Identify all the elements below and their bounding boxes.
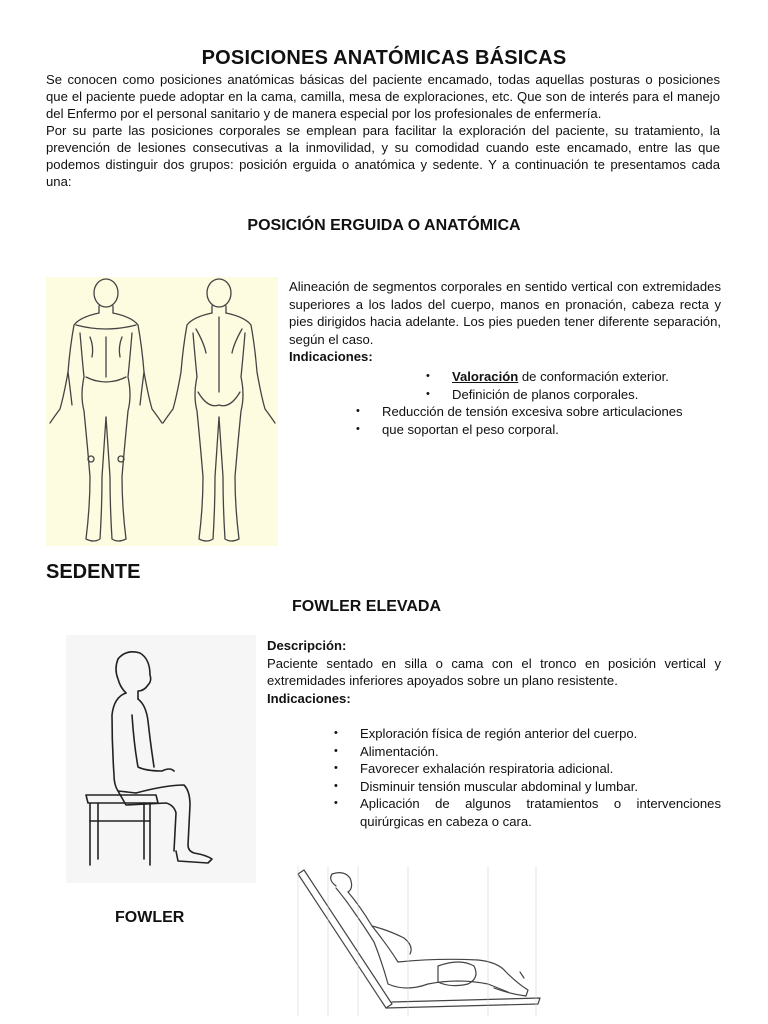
intro-text xyxy=(46,71,720,190)
anatomical-figures-drawing xyxy=(46,277,278,546)
erguida-indicaciones-list-a xyxy=(426,368,722,403)
list-item xyxy=(426,386,722,404)
bullet-icon: • xyxy=(334,744,338,757)
reclining-figure-drawing xyxy=(288,866,548,1016)
intro-paragraph-1: Se conocen como posiciones anatómicas básicas del paciente encamado, todas aquellas posturas o posiciones que el paciente puede adoptar en la cama, camilla, mesa de exploraciones, etc. Que son de interés para el manejo del Enfermo por el personal sanitario y de manera especial por los profesionales de enfermería. xyxy=(46,72,720,121)
list-item-text: Disminuir tensión muscular abdominal y lumbar. xyxy=(360,778,638,794)
list-item-text: Exploración física de región anterior del cuerpo. xyxy=(360,726,638,741)
bullet-icon: • xyxy=(426,370,430,382)
list-item xyxy=(334,743,721,761)
sitting-figure-drawing xyxy=(66,635,256,883)
bullet-icon: • xyxy=(356,422,360,435)
bullet-icon: • xyxy=(356,405,360,417)
bullet-icon: • xyxy=(334,727,338,739)
list-item xyxy=(356,403,722,421)
erguida-description-block xyxy=(289,278,721,366)
erguida-indicaciones-label: Indicaciones: xyxy=(289,349,373,364)
list-item-text: de conformación exterior. xyxy=(518,369,669,384)
list-item xyxy=(356,421,722,439)
list-item xyxy=(426,368,722,386)
list-item-text: Aplicación de algunos tratamientos o intervenciones quirúrgicas en cabeza o cara. xyxy=(360,796,721,829)
page-title: POSICIONES ANATÓMICAS BÁSICAS xyxy=(201,47,567,69)
sitting-position-image xyxy=(66,635,256,883)
anatomical-position-image xyxy=(46,277,278,546)
section-heading-erguida: POSICIÓN ERGUIDA O ANATÓMICA xyxy=(247,217,521,234)
fowler-elevada-description-block xyxy=(267,637,721,707)
list-item xyxy=(334,760,721,778)
fowler-elevada-description: Paciente sentado en silla o cama con el tronco en posición vertical y extremidades inferiores apoyados sobre un plano resistente. xyxy=(267,655,721,688)
list-item-text: que soportan el peso corporal. xyxy=(382,421,559,437)
list-item xyxy=(334,795,721,830)
list-item-text: Favorecer exhalación respiratoria adicional. xyxy=(360,761,614,776)
valoracion-term: Valoración xyxy=(452,369,519,384)
list-item xyxy=(334,778,721,796)
bullet-icon: • xyxy=(426,387,430,400)
sedente-indicaciones-list xyxy=(334,725,721,830)
section-heading-sedente: SEDENTE xyxy=(46,561,141,583)
erguida-description: Alineación de segmentos corporales en sentido vertical con extremidades superiores a los lados del cuerpo, manos en pronación, cabeza recta y pies dirigidos hacia adelante. Los pies pueden tener diferente separación, según el caso. xyxy=(289,279,721,347)
sedente-indicaciones-label: Indicaciones: xyxy=(267,690,351,706)
list-item-text: Reducción de tensión excesiva sobre articulaciones xyxy=(382,404,683,419)
bullet-icon: • xyxy=(334,797,338,809)
bullet-icon: • xyxy=(334,762,338,774)
intro-paragraph-2: Por su parte las posiciones corporales se emplean para facilitar la exploración del paciente, su tratamiento, la prevención de lesiones consecutivas a la inmovilidad, y su comodidad cuando este encamado, entre las que podemos distinguir dos grupos: posición erguida o anatómica y sedente. Y a continuación te presentamos cada una: xyxy=(46,123,720,189)
subheading-fowler-elevada: FOWLER ELEVADA xyxy=(292,598,442,615)
heading-fowler: FOWLER xyxy=(115,909,185,926)
list-item xyxy=(334,725,721,743)
bullet-icon: • xyxy=(334,779,338,792)
list-item-text: Definición de planos corporales. xyxy=(452,386,639,402)
list-item-text: Alimentación. xyxy=(360,743,439,759)
descripcion-label: Descripción: xyxy=(267,638,347,653)
fowler-position-image xyxy=(288,866,548,1016)
erguida-indicaciones-list-b xyxy=(356,403,722,438)
